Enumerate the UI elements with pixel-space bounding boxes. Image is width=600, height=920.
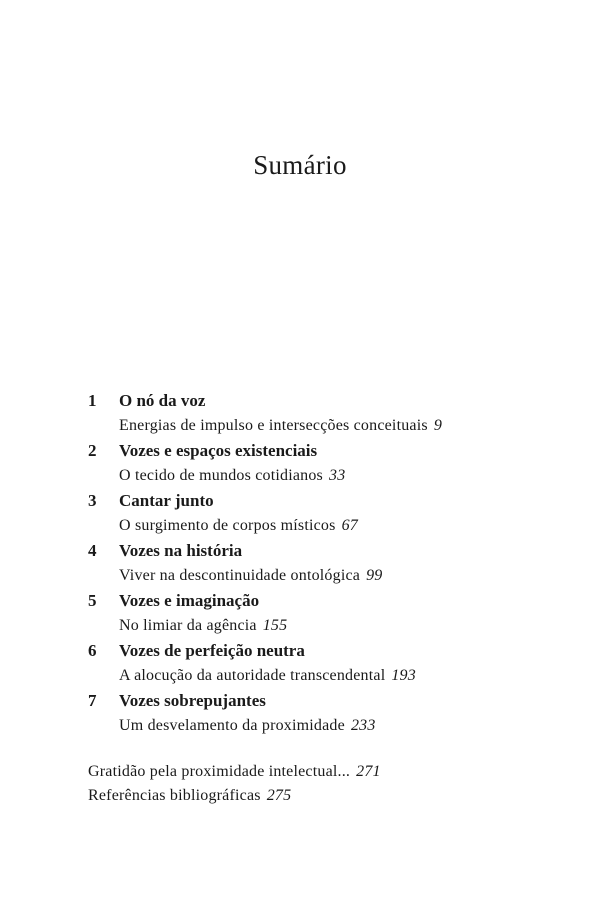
chapter-number: 7 [88, 691, 97, 710]
chapter-subtitle-line[interactable] [88, 564, 568, 588]
page-number: 155 [262, 617, 288, 634]
chapter-heading[interactable] [88, 638, 568, 664]
chapter-heading[interactable] [88, 588, 568, 614]
chapter-title: Vozes sobrepujantes [119, 691, 266, 710]
chapter-subtitle: O surgimento de corpos místicos [119, 517, 336, 534]
back-matter-title: Gratidão pela proximidade intelectual... [88, 763, 351, 780]
page-number: 271 [356, 763, 381, 780]
chapter-title: O nó da voz [119, 391, 206, 410]
page-number: 275 [266, 787, 292, 804]
chapter-entry-7 [88, 688, 568, 738]
page-number: 193 [391, 667, 416, 684]
page-number: 99 [366, 567, 383, 584]
chapter-number: 1 [88, 391, 97, 410]
chapter-subtitle-line[interactable] [88, 464, 568, 488]
chapter-subtitle: No limiar da agência [119, 617, 257, 634]
chapter-heading[interactable] [88, 488, 568, 514]
back-matter-item-references[interactable] [88, 784, 568, 808]
chapter-subtitle-line[interactable] [88, 664, 568, 688]
chapter-subtitle: A alocução da autoridade transcendental [119, 667, 386, 684]
chapter-title: Vozes e espaços existenciais [119, 441, 318, 460]
chapter-subtitle-line[interactable] [88, 614, 568, 638]
chapter-title: Cantar junto [119, 491, 214, 510]
back-matter-title: Referências bibliográficas [88, 787, 261, 804]
chapter-heading[interactable] [88, 538, 568, 564]
chapter-heading[interactable] [88, 438, 568, 464]
chapter-subtitle: Um desvelamento da proximidade [119, 717, 345, 734]
chapter-title: Vozes na história [119, 541, 243, 560]
chapter-entry-5 [88, 588, 568, 638]
chapter-number: 4 [88, 541, 97, 560]
chapter-subtitle-line[interactable] [88, 414, 568, 438]
page-number: 9 [433, 417, 443, 434]
table-of-contents [88, 388, 568, 738]
chapter-subtitle-line[interactable] [88, 514, 568, 538]
chapter-heading[interactable] [88, 688, 568, 714]
chapter-entry-6 [88, 638, 568, 688]
chapter-entry-3 [88, 488, 568, 538]
chapter-title: Vozes de perfeição neutra [119, 641, 305, 660]
chapter-number: 6 [88, 641, 97, 660]
chapter-number: 3 [88, 491, 97, 510]
chapter-subtitle: Energias de impulso e intersecções conceituais [119, 417, 428, 434]
chapter-number: 5 [88, 591, 97, 610]
chapter-title: Vozes e imaginação [119, 591, 260, 610]
back-matter-list [88, 760, 568, 808]
chapter-entry-2 [88, 438, 568, 488]
chapter-subtitle: Viver na descontinuidade ontológica [119, 567, 361, 584]
chapter-subtitle: O tecido de mundos cotidianos [119, 467, 323, 484]
chapter-number: 2 [88, 441, 97, 460]
page-number: 67 [341, 517, 358, 534]
chapter-heading[interactable] [88, 388, 568, 414]
back-matter-item-acknowledgements[interactable] [88, 760, 568, 784]
chapter-entry-1 [88, 388, 568, 438]
chapter-entry-4 [88, 538, 568, 588]
chapter-subtitle-line[interactable] [88, 714, 568, 738]
page-number: 33 [329, 467, 346, 484]
page-number: 233 [350, 717, 376, 734]
page-title: Sumário [253, 150, 347, 180]
